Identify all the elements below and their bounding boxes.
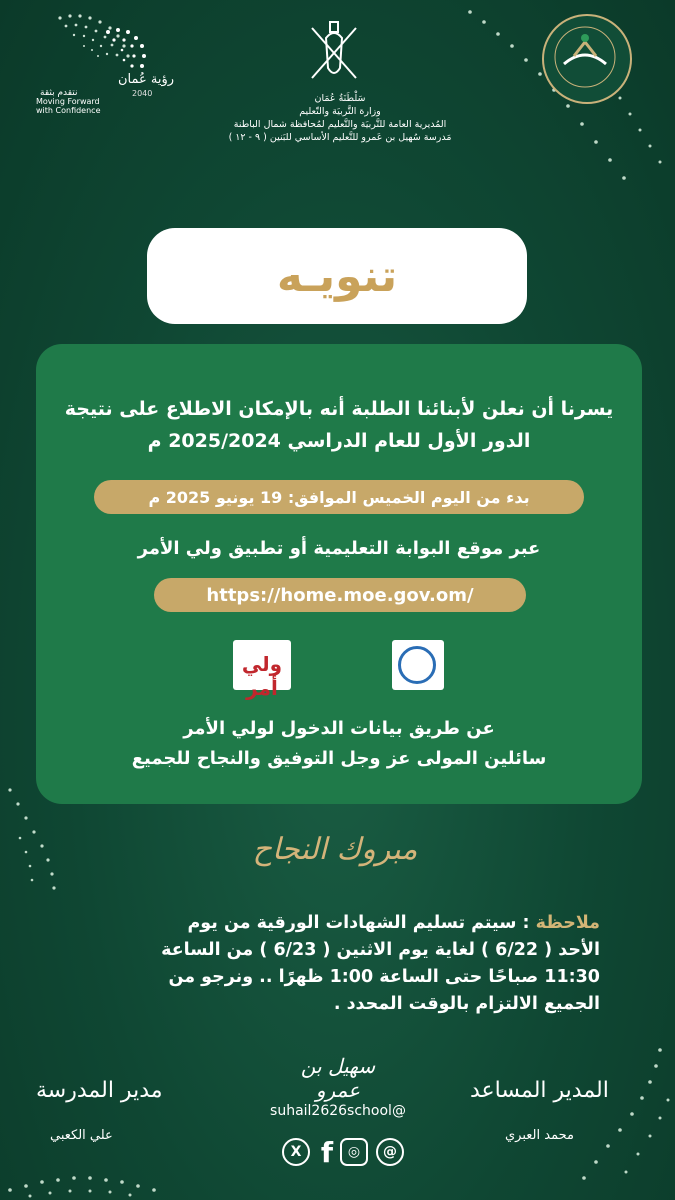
- note-label: ملاحظة: [535, 913, 600, 933]
- note-block: [80, 910, 600, 1018]
- school-signature-text: سهيل بن عمرو: [300, 1054, 376, 1102]
- dot-swirl-bottom-right: [560, 1040, 675, 1200]
- instagram-icon[interactable]: ◎: [340, 1138, 368, 1166]
- note-line-2: الأحد ( 6/22 ) لغاية يوم الاثنين ( 6/23 ) من الساعة: [161, 940, 600, 960]
- announcement-line-1: يسرنا أن نعلن لأبنائنا الطلبة أنه بالإمكان الاطلاع على نتيجة: [64, 398, 614, 420]
- educational-portal-logo[interactable]: [392, 640, 444, 690]
- gov-line-school: مَدرسة سُهيل بن عَمرو للتَّعليم الأساسي للبَنين ( ٩ - ١٢ ): [228, 132, 452, 143]
- moving-forward-arabic: نتقدم بثقة: [40, 88, 78, 98]
- gov-line-ministry: وزارة التَّربيَة والتّعليم: [299, 106, 381, 117]
- facebook-icon[interactable]: f: [320, 1135, 334, 1169]
- government-header: [200, 92, 480, 144]
- educational-portal-icon: [398, 646, 436, 684]
- moving-forward-english: [36, 97, 101, 115]
- school-logo: [542, 14, 632, 104]
- moving-forward-line-1: Moving Forward: [36, 97, 100, 106]
- congratulations-calligraphy: [250, 818, 420, 888]
- announcement-line-4: عن طريق بيانات الدخول لولي الأمر: [183, 718, 495, 739]
- parent-app-logo-text: ولي أمر: [241, 652, 283, 700]
- school-emblem-icon: [544, 16, 626, 98]
- results-announcement-card: [36, 344, 642, 804]
- note-line-3: 11:30 صباحًا حتى الساعة 1:00 ظهرًا .. ونرجو من: [168, 967, 600, 987]
- school-name-signature: [278, 1048, 398, 1102]
- assistant-principal-title: المدير المساعد: [470, 1078, 609, 1103]
- oman-emblem-icon: [304, 18, 364, 88]
- congratulations-text: مبروك النجاح: [252, 832, 418, 867]
- note-line-1-text: : سيتم تسليم الشهادات الورقية من يوم: [187, 913, 536, 933]
- announcement-title-box: [147, 228, 527, 324]
- assistant-principal-name: محمد العبري: [505, 1128, 574, 1143]
- start-date-pill: بدء من اليوم الخميس الموافق: 19 يونيو 2025 م: [94, 480, 584, 514]
- announcement-line-5: سائلين المولى عز وجل التوفيق والنجاح للجميع: [131, 748, 547, 769]
- moving-forward-line-2: with Confidence: [36, 106, 101, 115]
- announcement-title: تنويـه: [276, 250, 398, 302]
- gov-line-sultanate: سَلْطَنَةُ عُمَان: [314, 93, 366, 104]
- school-principal-name: علي الكعبي: [50, 1128, 113, 1143]
- note-line-1: [80, 910, 600, 937]
- announcement-line-3: عبر موقع البوابة التعليمية أو تطبيق ولي الأمر: [137, 538, 541, 559]
- announcement-line-2: الدور الأول للعام الدراسي 2025/2024 م: [147, 430, 531, 452]
- note-line-4: الجميع الالتزام بالوقت المحدد .: [333, 994, 600, 1014]
- threads-icon[interactable]: @: [376, 1138, 404, 1166]
- social-handle[interactable]: suhail2626school@: [270, 1103, 406, 1119]
- portal-url-link[interactable]: https://home.moe.gov.om/: [154, 578, 526, 612]
- oman-vision-2040-logo: [18, 12, 198, 115]
- vision-brand-text: رؤية عُمان: [118, 72, 175, 87]
- parent-app-logo[interactable]: [233, 640, 291, 700]
- x-icon[interactable]: X: [282, 1138, 310, 1166]
- gov-line-directorate: المُديرية العامة للتَّربيَة والتَّعليم لمُحافظة شمال الباطنة: [233, 119, 447, 130]
- vision-year-text: 2040: [132, 89, 153, 98]
- school-principal-title: مدير المدرسة: [36, 1078, 163, 1103]
